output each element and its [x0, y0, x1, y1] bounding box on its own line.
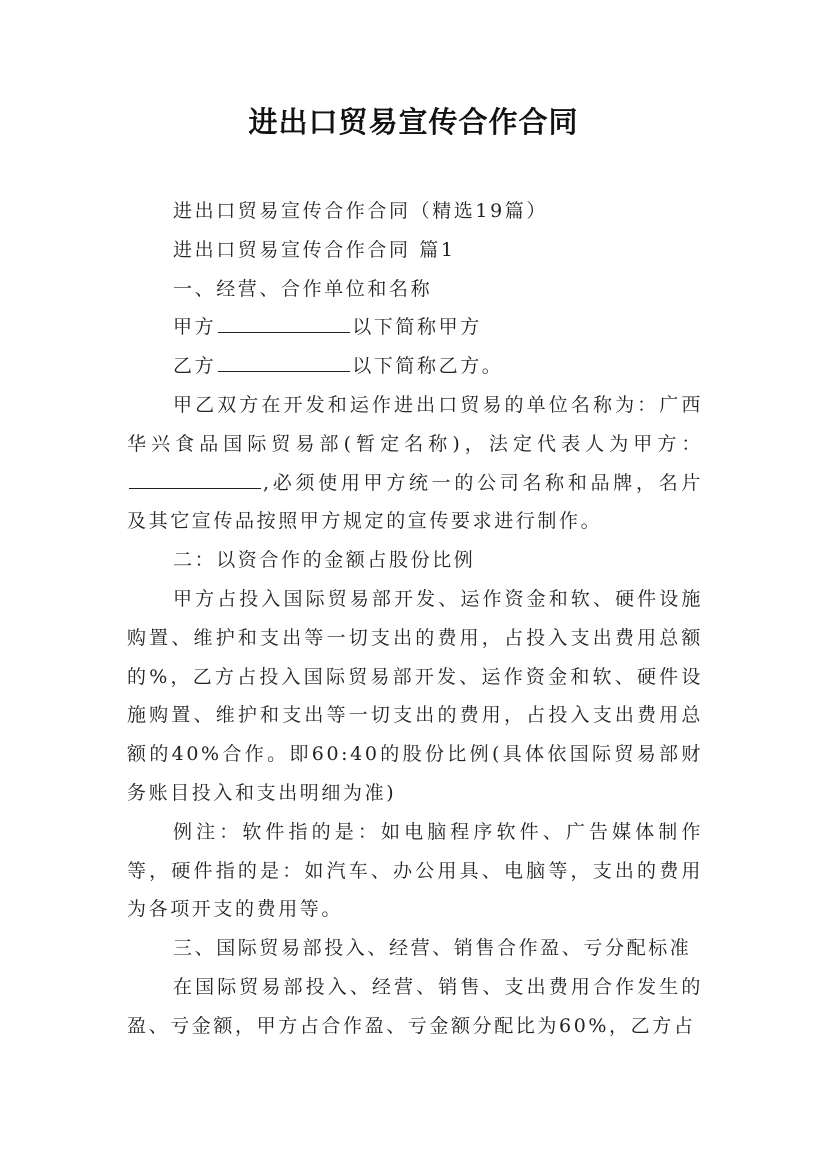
representative-blank-line: [129, 468, 261, 489]
paragraph-clause-3-heading: 三、国际贸易部投入、经营、销售合作盈、亏分配标准: [173, 937, 692, 960]
party-a-blank-line: [218, 312, 350, 333]
paragraph-clause-2-heading: 二：以资合作的金额占股份比例: [173, 549, 476, 572]
party-b-label: 乙方: [173, 355, 217, 378]
paragraph-section-heading: 进出口贸易宣传合作合同 篇1: [173, 238, 456, 261]
document-title: 进出口贸易宣传合作合同: [248, 105, 579, 139]
paragraph-clause-1-heading: 一、经营、合作单位和名称: [173, 277, 433, 300]
party-a-suffix: 以下简称甲方: [352, 316, 482, 339]
paragraph-party-a: [127, 308, 703, 347]
document-body: [127, 192, 703, 1046]
paragraph-subtitle: 进出口贸易宣传合作合同（精选19篇）: [173, 200, 548, 222]
party-b-suffix: 以下简称乙方。: [352, 355, 504, 378]
paragraph-profit-distribution: 在国际贸易部投入、经营、销售、支出费用合作发生的盈、亏金额，甲方占合作盈、亏金额分配比为60%，乙方占: [127, 975, 703, 1037]
company-name-text-after: ,必须使用甲方统一的公司名称和品牌，名片及其它宣传品按照甲方规定的宣传要求进行制作。: [127, 471, 703, 533]
paragraph-investment-ratio: 甲方占投入国际贸易部开发、运作资金和软、硬件设施购置、维护和支出等一切支出的费用，占投入支出费用总额的%，乙方占投入国际贸易部开发、运作资金和软、硬件设施购置、维护和支出等一切支出的费用，占投入支出费用总额的40%合作。即60:40的股份比例(具体依国际贸易部财务账目投入和支出明细为准): [127, 587, 703, 804]
paragraph-company-name: [127, 386, 703, 541]
paragraph-example-note: 例注：软件指的是：如电脑程序软件、广告媒体制作等，硬件指的是：如汽车、办公用具、电脑等，支出的费用为各项开支的费用等。: [127, 820, 703, 921]
paragraph-party-b: [127, 347, 703, 386]
company-name-text: 甲乙双方在开发和运作进出口贸易的单位名称为：广西华兴食品国际贸易部(暂定名称)，法定代表人为甲方：: [127, 393, 703, 455]
party-b-blank-line: [218, 351, 350, 372]
party-a-label: 甲方: [173, 316, 217, 339]
